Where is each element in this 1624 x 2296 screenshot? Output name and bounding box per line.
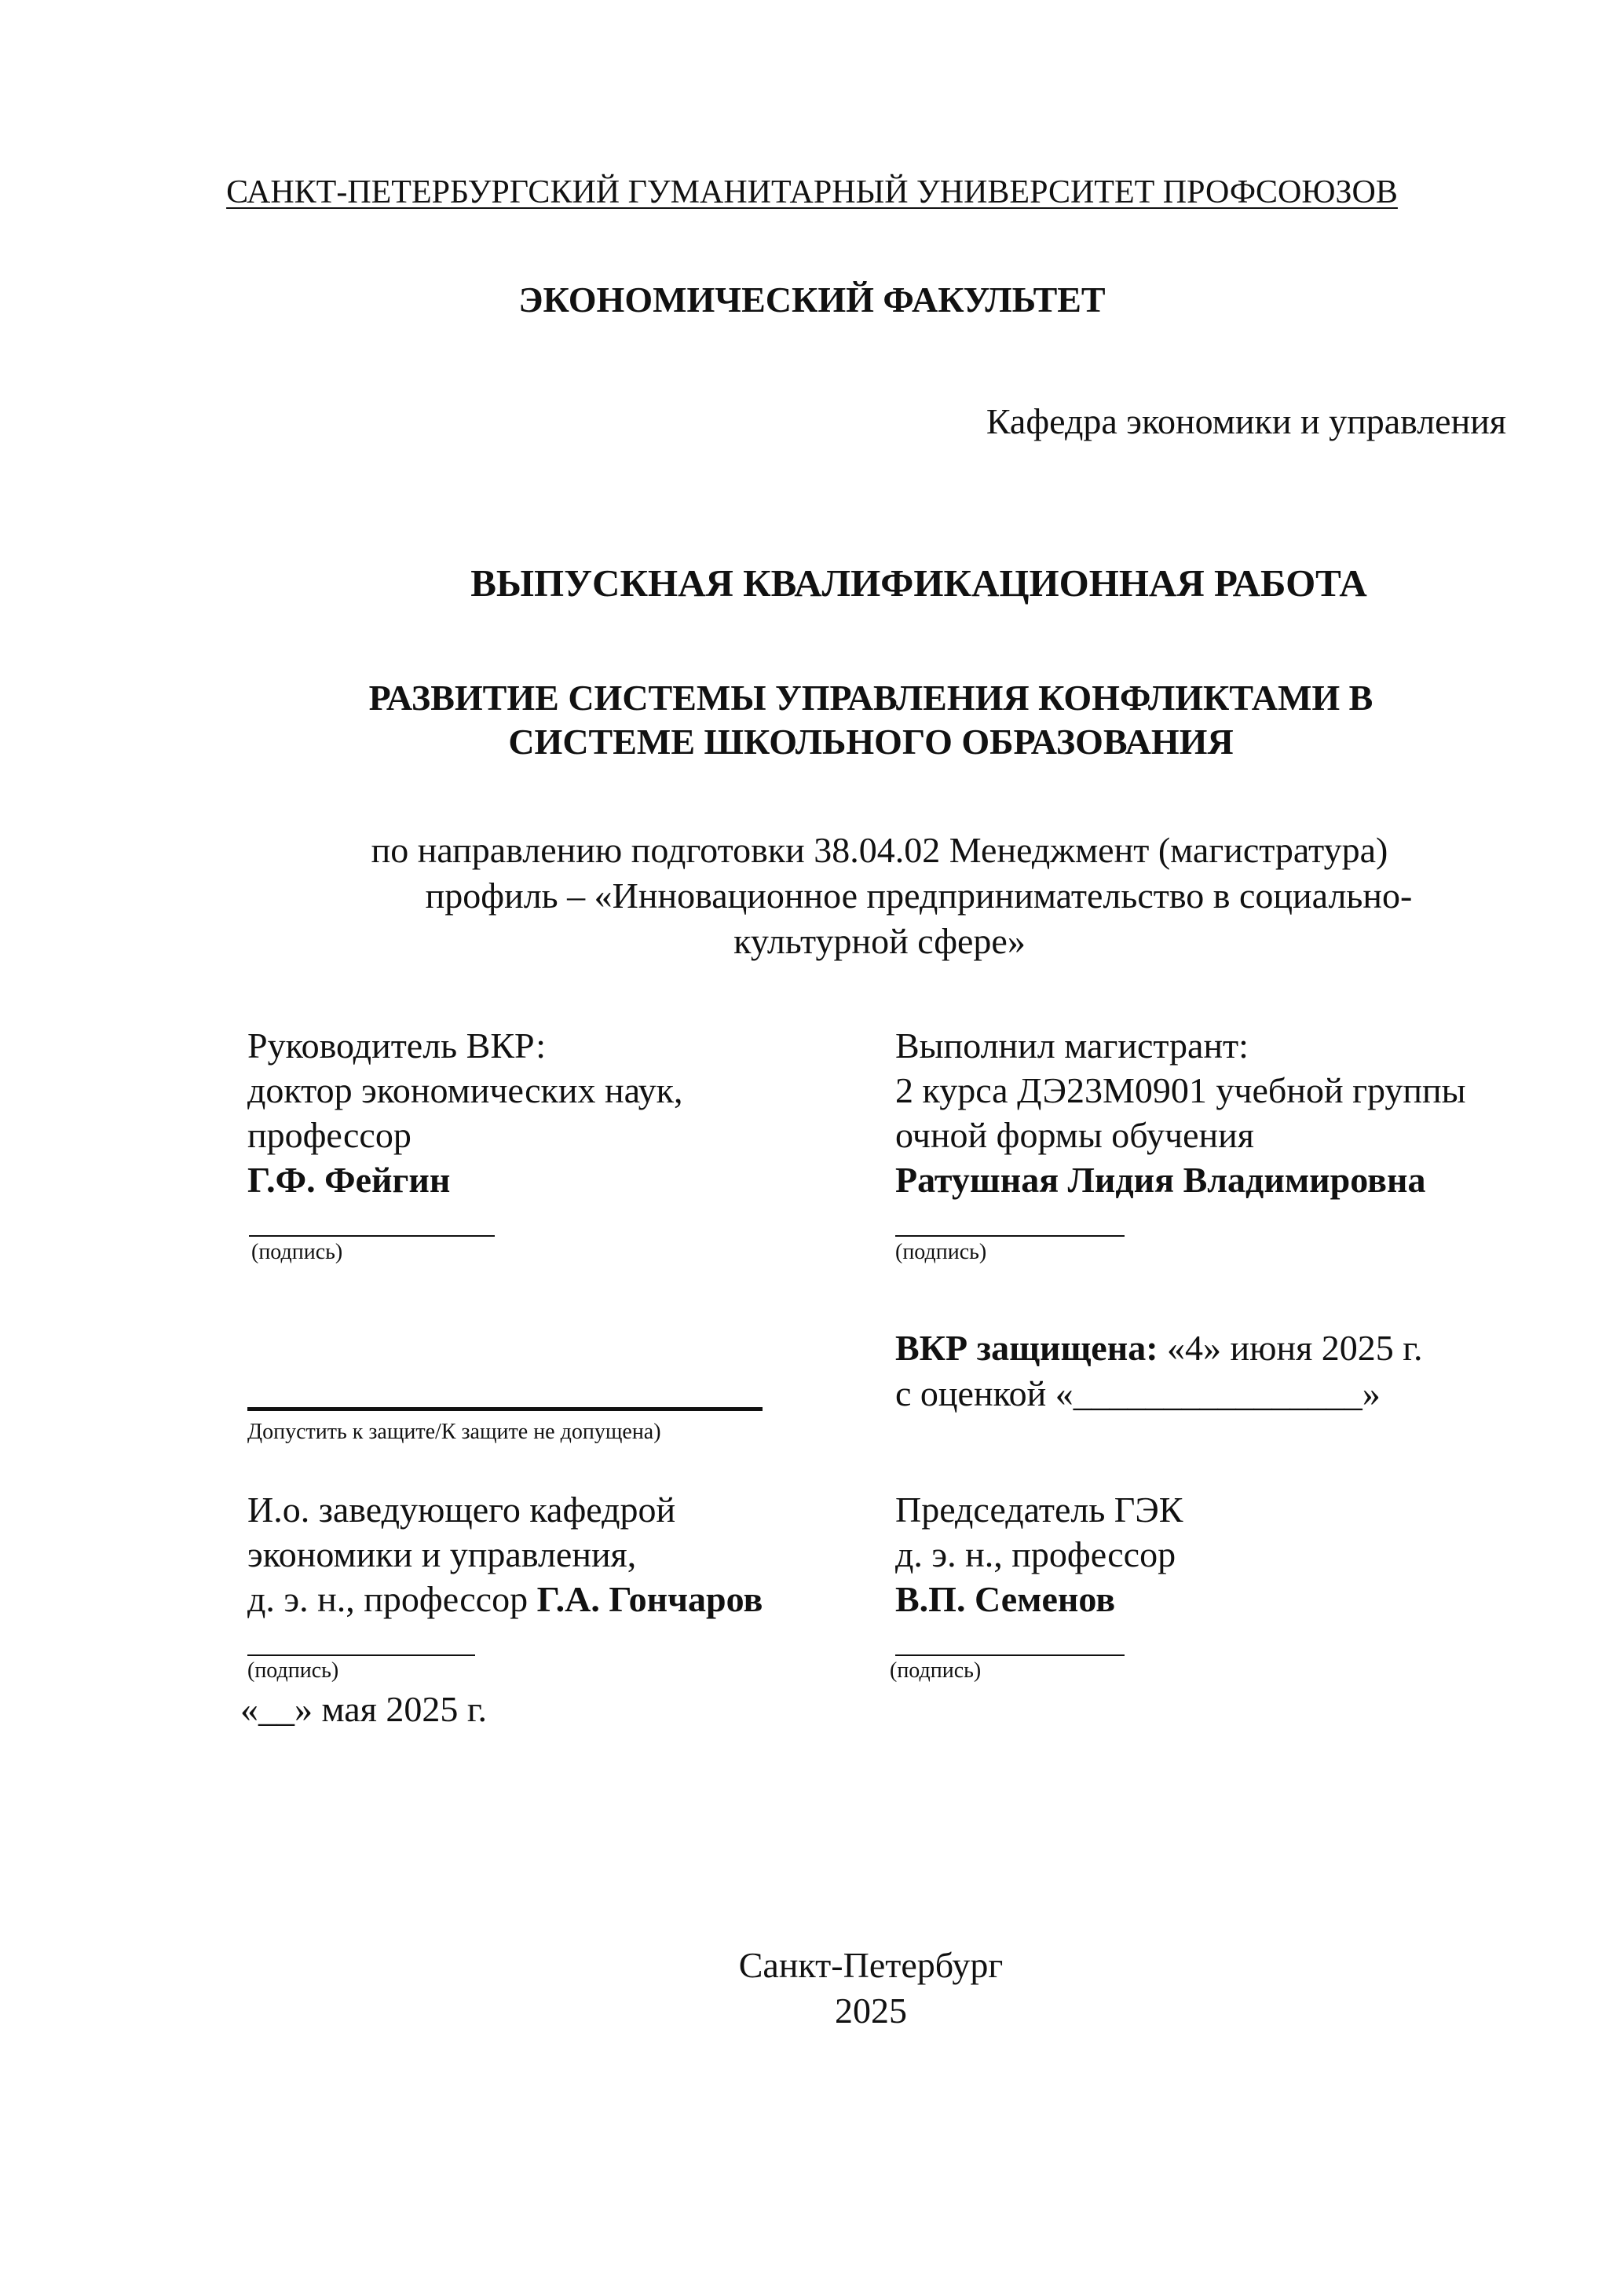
university-name: САНКТ-ПЕТЕРБУРГСКИЙ ГУМАНИТАРНЫЙ УНИВЕРСИТЕТ ПРОФСОЮЗОВ: [226, 174, 1398, 210]
supervisor-signature-caption: (подпись): [251, 1240, 343, 1264]
grade-suffix: »: [1362, 1373, 1381, 1413]
head-date: «__» мая 2025 г.: [240, 1689, 488, 1729]
grade-prefix: с оценкой «: [895, 1373, 1074, 1413]
direction: по направлению подготовки 38.04.02 Менеджмент (магистратура): [371, 830, 1388, 870]
faculty-name: ЭКОНОМИЧЕСКИЙ ФАКУЛЬТЕТ: [518, 280, 1106, 320]
head-signature-line: [247, 1654, 475, 1656]
footer-city: Санкт-Петербург: [738, 1945, 1004, 1985]
supervisor-role: Руководитель ВКР:: [247, 1026, 547, 1066]
head-line3: [247, 1577, 763, 1622]
supervisor-degree: доктор экономических наук,: [247, 1070, 683, 1110]
head-degree: д. э. н., профессор: [247, 1579, 529, 1619]
student-signature-line: [895, 1235, 1125, 1237]
admission-line: [247, 1407, 763, 1411]
admission-caption: Допустить к защите/К защите не допущена): [247, 1420, 661, 1444]
head-name: Г.А. Гончаров: [536, 1579, 763, 1619]
profile-line1: профиль – «Инновационное предпринимательство в социально-: [425, 876, 1413, 916]
gek-name: В.П. Семенов: [895, 1579, 1116, 1619]
supervisor-signature-line: [249, 1235, 495, 1237]
head-line2: экономики и управления,: [247, 1534, 637, 1574]
defense-date: «4» июня 2025 г.: [1167, 1328, 1423, 1368]
supervisor-title: профессор: [247, 1115, 411, 1155]
gek-role: Председатель ГЭК: [895, 1490, 1183, 1530]
work-title-line1: РАЗВИТИЕ СИСТЕМЫ УПРАВЛЕНИЯ КОНФЛИКТАМИ В: [368, 678, 1373, 718]
defense-line: [895, 1325, 1422, 1371]
student-signature-caption: (подпись): [895, 1240, 987, 1264]
supervisor-name: Г.Ф. Фейгин: [247, 1160, 451, 1200]
gek-degree: д. э. н., профессор: [895, 1534, 1176, 1574]
head-line1: И.о. заведующего кафедрой: [247, 1490, 676, 1530]
work-type: ВЫПУСКНАЯ КВАЛИФИКАЦИОННАЯ РАБОТА: [470, 561, 1367, 605]
gek-signature-line: [895, 1654, 1125, 1656]
student-course: 2 курса ДЭ23М0901 учебной группы: [895, 1070, 1466, 1110]
department-name: Кафедра экономики и управления: [986, 401, 1506, 441]
grade-line: [895, 1371, 1381, 1417]
defense-label: ВКР защищена:: [895, 1328, 1158, 1368]
work-title-line2: СИСТЕМЕ ШКОЛЬНОГО ОБРАЗОВАНИЯ: [508, 722, 1234, 762]
grade-blank: ________________: [1073, 1373, 1362, 1413]
footer-year: 2025: [835, 1991, 907, 2031]
student-form: очной формы обучения: [895, 1115, 1254, 1155]
head-signature-caption: (подпись): [247, 1658, 339, 1683]
student-role: Выполнил магистрант:: [895, 1026, 1249, 1066]
profile-line2: культурной сфере»: [733, 921, 1026, 961]
student-name: Ратушная Лидия Владимировна: [895, 1160, 1426, 1200]
gek-signature-caption: (подпись): [890, 1658, 982, 1683]
